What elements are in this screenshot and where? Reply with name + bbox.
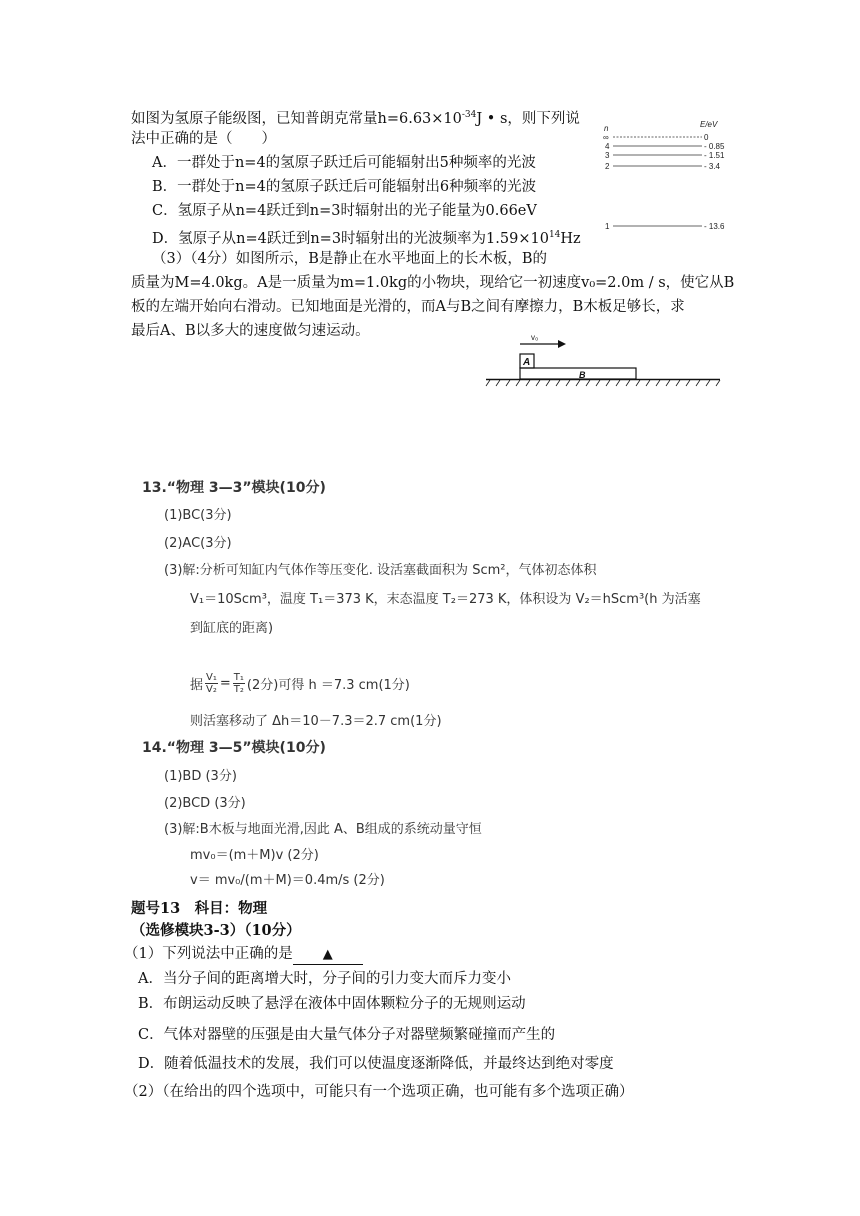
board-problem-line-3: 板的左端开始向右滑动。已知地面是光滑的，而A与B之间有摩擦力，B木板足够长，求 — [131, 299, 685, 315]
block-board-figure — [484, 330, 724, 390]
section-13-option-a: A．当分子间的距离增大时，分子间的引力变大而斥力变小 — [138, 971, 511, 987]
section-13-q1 — [124, 943, 363, 965]
level-n-1: 1 — [605, 222, 610, 231]
fraction-v-numerator: V₁ — [206, 672, 217, 683]
ground-hatching — [486, 380, 720, 386]
answer-14-3: (3)解:B木板与地面光滑,因此 A、B组成的系统动量守恒 — [164, 822, 482, 837]
answer-13-1: (1)BC(3分) — [164, 508, 232, 523]
level-e-2: - 3.4 — [704, 162, 721, 171]
answer-13-5: 则活塞移动了 Δh＝10－7.3＝2.7 cm(1分) — [190, 714, 442, 729]
level-e-4: - 0.85 — [704, 142, 725, 151]
section-13-option-b: B．布朗运动反映了悬浮在液体中固体颗粒分子的无规则运动 — [138, 996, 526, 1012]
section-13-option-d: D．随着低温技术的发展，我们可以使温度逐渐降低，并最终达到绝对零度 — [138, 1056, 614, 1072]
q1-answer-blank[interactable]: ▲ — [293, 946, 363, 965]
answer-13-3-line-1: (3)解:分析可知缸内气体作等压变化. 设活塞截面积为 Scm²，气体初态体积 — [164, 563, 597, 578]
board-b — [520, 368, 636, 379]
formula-suffix: (2分)可得 h ＝7.3 cm(1分) — [246, 678, 410, 693]
answer-14-2: (2)BCD (3分) — [164, 796, 246, 811]
formula-prefix: 据 — [190, 678, 204, 693]
section-13-module: （选修模块3-3）（10分） — [131, 922, 301, 939]
level-n-inf: ∞ — [603, 133, 609, 142]
option-c: C．氢原子从n=4跃迁到n=3时辐射出的光子能量为0.66eV — [152, 203, 537, 219]
intro-line-2: 法中正确的是（ ） — [131, 131, 276, 147]
level-n-3: 3 — [605, 151, 610, 160]
n-axis-label: n — [604, 124, 609, 133]
level-n-2: 2 — [605, 162, 610, 171]
option-d: D．氢原子从n=4跃迁到n=3时辐射出的光波频率为$1.59\times 10^{14}Hz$ — [152, 230, 581, 247]
fraction-v — [205, 672, 218, 695]
answer-14-title: 14.“物理 3—5”模块(10分) — [142, 740, 326, 756]
fraction-t-denominator: T₂ — [233, 684, 244, 695]
answer-13-3-line-2: V₁＝10Scm³，温度 T₁＝373 K，末态温度 T₂＝273 K，体积设为 V₂＝hScm³(h 为活塞 — [190, 592, 701, 607]
answer-13-title: 13.“物理 3—3”模块(10分) — [142, 480, 326, 496]
velocity-label: v₀ — [531, 333, 539, 342]
velocity-arrowhead — [558, 340, 566, 348]
answer-13-2: (2)AC(3分) — [164, 536, 232, 551]
energy-level-diagram — [600, 118, 725, 236]
answer-14-5: v＝ mv₀/(m＋M)＝0.4m/s (2分) — [190, 873, 385, 888]
intro-line-1: 如图为氢原子能级图，已知普朗克常量$h=6.63\times 10^{-34}J$ • s，则下列说 — [131, 110, 580, 127]
fraction-t-numerator: T₁ — [233, 672, 244, 683]
answer-13-3-line-3: 到缸底的距离) — [190, 621, 274, 636]
answer-14-1: (1)BD (3分) — [164, 769, 237, 784]
board-problem-line-2: 质量为M=4.0kg。A是一质量为m=1.0kg的小物块，现给它一初速度v₀=2.0m / s，使它从B — [131, 275, 735, 291]
fraction-v-denominator: V₂ — [206, 684, 217, 695]
board-problem-line-1: （3）（4分）如图所示，B是静止在水平地面上的长木板，B的 — [152, 251, 548, 267]
answer-14-4: mv₀＝(m＋M)v (2分) — [190, 848, 319, 863]
level-e-inf: 0 — [704, 133, 709, 142]
option-b: B．一群处于n=4的氢原子跃迁后可能辐射出6种频率的光波 — [152, 179, 537, 195]
level-e-3: - 1.51 — [704, 151, 725, 160]
board-b-label: B — [579, 370, 586, 380]
level-e-1: - 13.6 — [704, 222, 725, 231]
answer-13-formula — [190, 672, 410, 695]
block-a-label: A — [523, 357, 531, 368]
section-13-q2: （2）（在给出的四个选项中，可能只有一个选项正确，也可能有多个选项正确） — [124, 1084, 634, 1100]
fraction-equals: = — [219, 676, 231, 691]
option-a: A．一群处于n=4的氢原子跃迁后可能辐射出5种频率的光波 — [152, 155, 536, 171]
section-13-option-c: C．气体对器壁的压强是由大量气体分子对器壁频繁碰撞而产生的 — [138, 1027, 556, 1043]
q1-prefix: （1）下列说法中正确的是 — [124, 946, 293, 962]
fraction-t — [233, 672, 245, 695]
board-problem-line-4: 最后A、B以多大的速度做匀速运动。 — [131, 323, 370, 339]
section-13-header: 题号13 科目：物理 — [131, 900, 268, 917]
energy-axis-label: E/eV — [700, 120, 718, 129]
level-n-4: 4 — [605, 142, 610, 151]
